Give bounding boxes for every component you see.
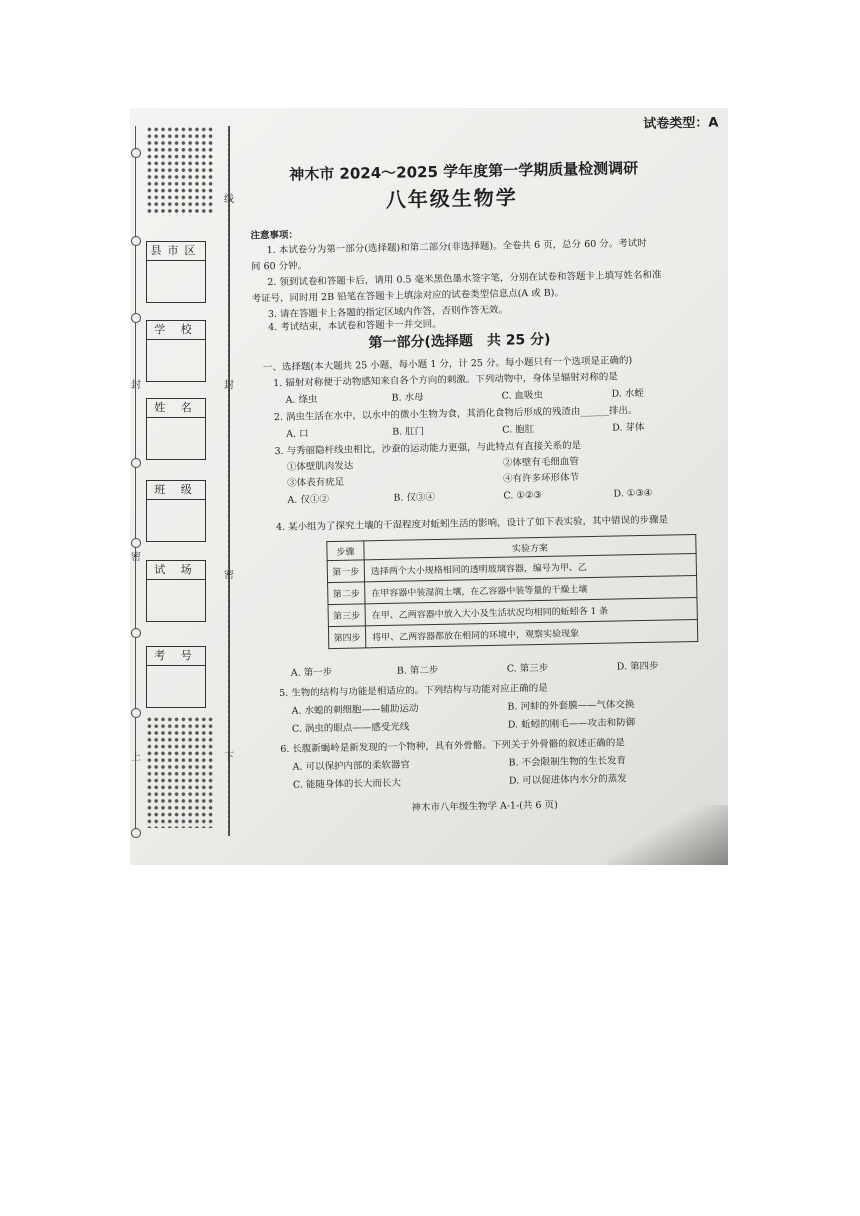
field-name[interactable] (146, 398, 206, 460)
sub-statement: ③体表有疣足 (287, 476, 345, 489)
table-cell: 第一步 (327, 560, 364, 583)
notice-heading: 注意事项： (250, 229, 299, 242)
binding-line-left (135, 126, 136, 836)
field-label: 试 场 (147, 561, 205, 580)
option: A. 口 (286, 428, 309, 440)
option: B. 肛门 (392, 426, 425, 438)
paper-type: 试卷类型：A (643, 115, 719, 132)
option: C. 能随身体的长大而长大 (292, 777, 402, 791)
binding-char: 密 (224, 570, 234, 581)
option: A. 仅①② (287, 494, 329, 506)
option: B. 不会限制生物的生长发育 (508, 755, 627, 769)
field-county[interactable] (146, 241, 206, 303)
table-cell: 第四步 (328, 626, 365, 649)
question-stem: 6. 长腹新蝎岭是新发现的一个物种，具有外骨骼。下列关于外骨骼的叙述正确的是 (280, 737, 625, 756)
option: D. 水蛭 (611, 387, 644, 400)
binding-char: 封 (224, 380, 234, 391)
notice-line: 间 60 分钟。 (250, 260, 308, 273)
dot-pattern-top (146, 126, 214, 216)
table-header-cell: 实验方案 (364, 534, 696, 559)
field-label: 县市区 (147, 242, 205, 261)
table-cell: 第三步 (328, 604, 365, 627)
table-cell: 选择两个大小规格相同的透明玻璃容器，编号为甲、乙 (364, 553, 696, 581)
notice-line: 考证号，同时用 2B 铅笔在答题卡上填涂对应的试卷类型信息点(A 或 B)。 (251, 287, 565, 305)
notice-line: 2. 领到试卷和答题卡后，请用 0.5 毫米黑色墨水签字笔，分别在试卷和答题卡上填写姓名和准 (267, 269, 662, 289)
binding-ring (131, 628, 141, 638)
binding-char: 线 (224, 194, 234, 205)
notice-line: 3. 请在答题卡上各题的指定区域内作答，否则作答无效。 (267, 304, 509, 321)
question-stem: 3. 与秀丽隐杆线虫相比，沙蚕的运动能力更强，与此特点有直接关系的是 (274, 440, 582, 458)
option: C. 血吸虫 (501, 389, 544, 402)
experiment-table (326, 534, 698, 649)
field-label: 考 号 (147, 647, 205, 666)
notice-line: 1. 本试卷分为第一部分(选择题)和第二部分(非选择题)。全卷共 6 页，总分 60 分。考试时 (266, 237, 647, 257)
question-stem: 1. 辐射对称便于动物感知来自各个方向的刺激。下列动物中，身体呈辐射对称的是 (273, 371, 618, 390)
binding-ring (131, 828, 141, 838)
option: B. 第二步 (396, 664, 439, 677)
option: B. 河蚌的外套膜——气体交换 (507, 699, 635, 713)
table-cell: 将甲、乙两容器都放在相同的环境中，观察实验现象 (365, 619, 697, 647)
question-stem: 5. 生物的结构与功能是相适应的。下列结构与功能对应正确的是 (279, 682, 548, 700)
table-cell: 在甲、乙两容器中放入大小及生活状况均相同的蚯蚓各 1 条 (365, 597, 697, 625)
binding-ring (131, 236, 141, 246)
binding-char: 封 (131, 380, 141, 391)
option: D. 蚯蚓的刚毛——攻击和防御 (507, 717, 636, 731)
option: B. 水母 (391, 392, 424, 404)
binding-strip (130, 108, 240, 865)
option: C. 涡虫的眼点——感受光线 (291, 721, 410, 735)
table-header-cell: 步骤 (327, 541, 364, 561)
option: C. 胞肛 (502, 424, 535, 436)
binding-char: 下 (224, 752, 234, 763)
binding-char: 上 (131, 752, 141, 763)
field-label: 班 级 (147, 481, 205, 500)
option: B. 仅③④ (393, 491, 436, 504)
option: A. 第一步 (290, 666, 333, 679)
table-cell: 第二步 (328, 582, 365, 605)
option: D. 芽体 (612, 421, 645, 434)
notice-line: 4. 考试结束，本试卷和答题卡一并交回。 (268, 318, 442, 334)
binding-line-right (228, 126, 230, 836)
binding-ring (131, 538, 141, 548)
dot-pattern-bottom (146, 716, 214, 828)
subject-title: 八年级生物学 (385, 185, 518, 212)
question-stem: 4. 某小组为了探究土壤的干湿程度对蚯蚓生活的影响，设计了如下表实验，其中错误的步骤是 (275, 514, 669, 534)
field-exam-number[interactable] (146, 646, 206, 708)
binding-ring (131, 313, 141, 323)
option: D. ①③④ (613, 487, 653, 500)
question-stem: 2. 涡虫生活在水中，以水中的微小生物为食，其消化食物后形成的残渣由______排出。 (273, 405, 638, 424)
sub-statement: ④有许多环形体节 (503, 472, 580, 485)
section-title: 第一部分(选择题 共 25 分) (368, 331, 551, 352)
table-cell: 在甲容器中装湿润土壤，在乙容器中装等量的干燥土壤 (365, 575, 697, 603)
option: A. 可以保护内部的柔软器官 (292, 759, 411, 773)
exam-content (248, 108, 728, 865)
field-label: 学 校 (147, 321, 205, 340)
section-intro: 一、选择题(本大题共 25 小题，每小题 1 分，计 25 分。每小题只有一个选项是正确的) (262, 355, 633, 374)
field-class[interactable] (146, 480, 206, 542)
exam-title: 神木市 2024～2025 学年度第一学期质量检测调研 (289, 159, 639, 184)
option: D. 第四步 (616, 660, 659, 673)
binding-ring (131, 458, 141, 468)
binding-char: 密 (131, 552, 141, 563)
photo-shadow (608, 805, 728, 865)
binding-ring (131, 148, 141, 158)
field-exam-room[interactable] (146, 560, 206, 622)
sub-statement: ②体壁有毛细血管 (502, 456, 579, 469)
option: C. ①②③ (503, 489, 543, 502)
option: A. 水螅的刺细胞——辅助运动 (291, 703, 419, 717)
field-label: 姓 名 (147, 399, 205, 418)
photographed-exam-page (130, 108, 728, 865)
option: D. 可以促进体内水分的蒸发 (508, 773, 627, 787)
binding-ring (131, 708, 141, 718)
field-school[interactable] (146, 320, 206, 382)
page-footer: 神木市八年级生物学 A-1-(共 6 页) (411, 799, 558, 814)
option: C. 第三步 (506, 662, 549, 675)
sub-statement: ①体壁肌肉发达 (286, 460, 354, 473)
option: A. 绦虫 (285, 394, 318, 406)
